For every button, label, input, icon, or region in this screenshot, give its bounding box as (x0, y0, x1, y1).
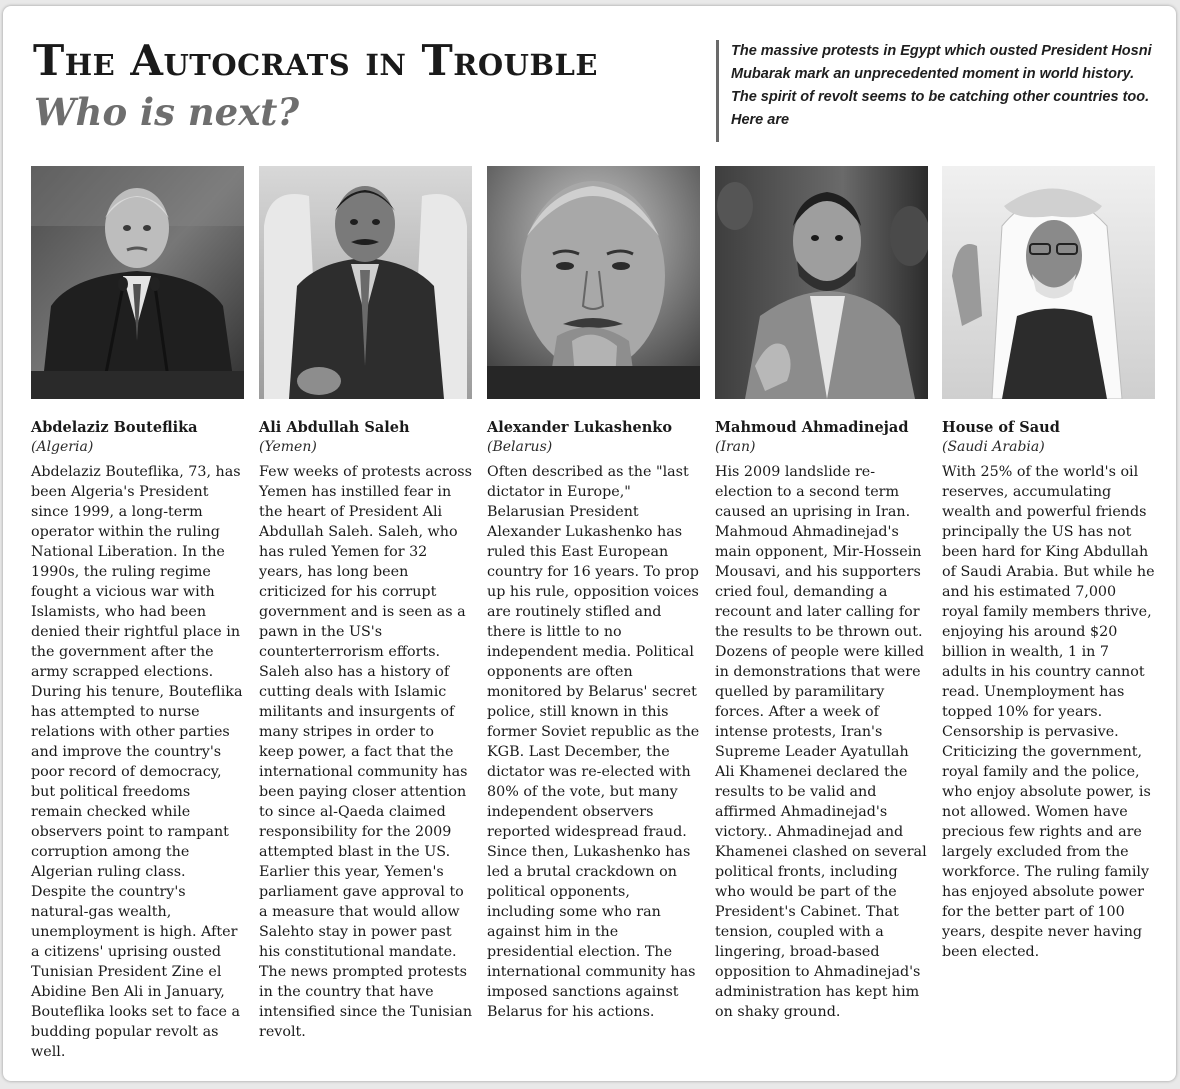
profile-name: House of Saud (942, 419, 1060, 436)
portrait-photo-saleh (259, 166, 472, 399)
portrait-photo-ahmadinejad (715, 166, 928, 399)
profile-bouteflika (31, 166, 245, 1062)
profile-country: (Belarus) (487, 439, 553, 455)
profile-saleh (259, 166, 473, 1042)
subheadline: Who is next? (34, 90, 300, 134)
intro-paragraph: The massive protests in Egypt which ousted President Hosni Mubarak mark an unprecedented moment in world history. The spirit of revolt seems to be catching other countries too. Here are (716, 40, 1161, 142)
profile-text: Often described as the "last dictator in Europe," Belarusian President Alexander Lukashenko has ruled this East European country for 16 years. To prop up his rule, opposition voices are routinely stifled and there is little to no independent media. Political opponents are often monitored by Belarus' secret police, still known in this former Soviet republic as the KGB. Last December, the dictator was re-elected with 80% of the vote, but many independent observers reported widespread fraud. Since then, Lukashenko has led a brutal crackdown on political opponents, including some who ran against him in the presidential election. The international community has imposed sanctions against Belarus for his actions. (487, 464, 700, 1020)
profile-country: (Yemen) (259, 439, 317, 455)
profile-lukashenko (487, 166, 701, 1022)
portrait-photo-lukashenko (487, 166, 700, 399)
profile-house-of-saud (942, 166, 1156, 962)
profile-text: His 2009 landslide re-election to a second term caused an uprising in Iran. Mahmoud Ahmadinejad's main opponent, Mir-Hossein Mousavi, and his supporters cried foul, demanding a recount and later calling for the results to be thrown out. Dozens of people were killed in demonstrations that were quelled by paramilitary forces. After a week of intense protests, Iran's Supreme Leader Ayatullah Ali Khamenei declared the results to be valid and affirmed Ahmadinejad's victory.. Ahmadinejad and Khamenei clashed on several political fronts, including who would be part of the President's Cabinet. That tension, coupled with a lingering, broad-based opposition to Ahmadinejad's administration has kept him on shaky ground. (715, 464, 927, 1020)
profile-country: (Saudi Arabia) (942, 439, 1045, 455)
profile-ahmadinejad (715, 166, 929, 1022)
article-page (3, 6, 1176, 1081)
profile-name: Ali Abdullah Saleh (259, 419, 410, 436)
profile-country: (Iran) (715, 439, 756, 455)
profile-country: (Algeria) (31, 439, 94, 455)
profile-text: With 25% of the world's oil reserves, accumulating wealth and powerful friends principally the US has not been hard for King Abdullah of Saudi Arabia. But while he and his estimated 7,000 royal family members thrive, enjoying his around $20 billion in wealth, 1 in 7 adults in his country cannot read. Unemployment has topped 10% for years. Censorship is pervasive. Criticizing the government, royal family and the police, who enjoy absolute power, is not allowed. Women have precious few rights and are largely excluded from the workforce. The ruling family has enjoyed absolute power for the better part of 100 years, despite never having been elected. (942, 464, 1155, 960)
headline: The Autocrats in Trouble (33, 36, 598, 85)
portrait-photo-bouteflika (31, 166, 244, 399)
profile-name: Alexander Lukashenko (487, 419, 672, 436)
profile-text: Abdelaziz Bouteflika, 73, has been Algeria's President since 1999, a long-term operator within the ruling National Liberation. In the 1990s, the ruling regime fought a vicious war with Islamists, who had been denied their rightful place in the government after the army scrapped elections. During his tenure, Bouteflika has attempted to nurse relations with other parties and improve the country's poor record of democracy, but political freedoms remain checked while observers point to rampant corruption among the Algerian ruling class. Despite the country's natural-gas wealth, unemployment is high. After a citizens' uprising ousted Tunisian President Zine el Abidine Ben Ali in January, Bouteflika looks set to face a budding popular revolt as well. (31, 464, 243, 1060)
profile-text: Few weeks of protests across Yemen has instilled fear in the heart of President Ali Abdullah Saleh. Saleh, who has ruled Yemen for 32 years, has long been criticized for his corrupt government and is seen as a pawn in the US's counterterrorism efforts. Saleh also has a history of cutting deals with Islamic militants and insurgents of many stripes in order to keep power, a fact that the international community has been paying closer attention to since al-Qaeda claimed responsibility for the 2009 attempted blast in the US. Earlier this year, Yemen's parliament gave approval to a measure that would allow Salehto stay in power past his constitutional mandate. The news prompted protests in the country that have intensified since the Tunisian revolt. (259, 464, 473, 1040)
profile-name: Mahmoud Ahmadinejad (715, 419, 909, 436)
portrait-photo-king-abdullah (942, 166, 1155, 399)
profile-name: Abdelaziz Bouteflika (31, 419, 198, 436)
